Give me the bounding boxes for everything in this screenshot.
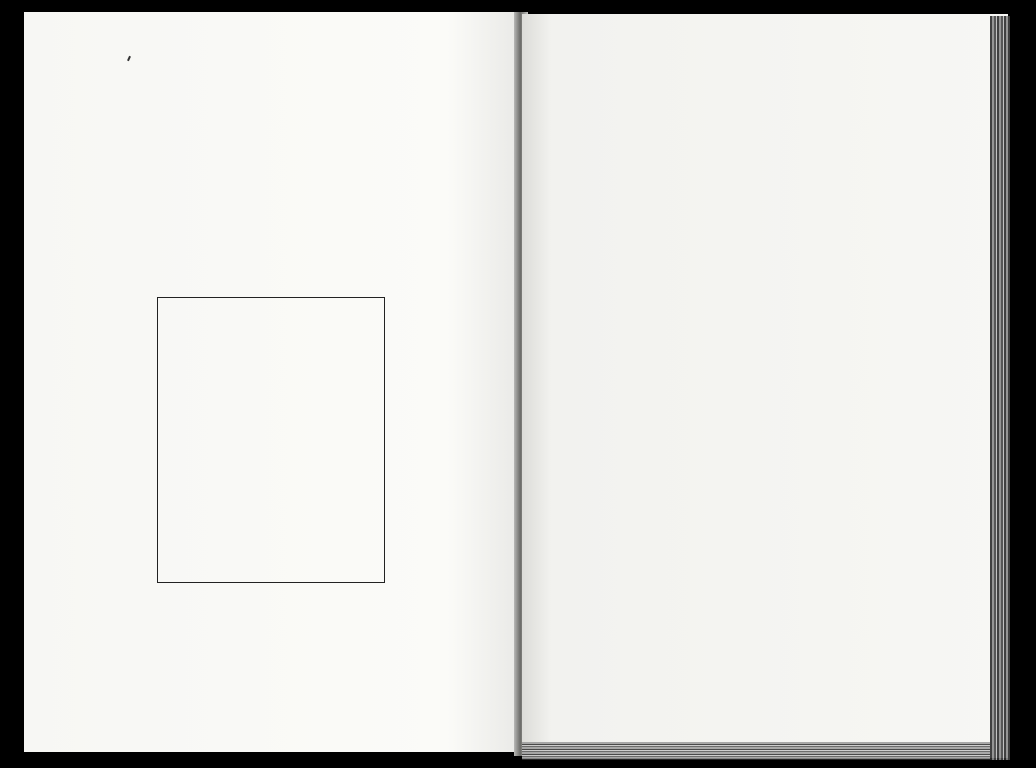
page-stack-edge-right bbox=[990, 16, 1010, 760]
page-stack-edge-bottom bbox=[522, 742, 990, 760]
right-page bbox=[522, 14, 1008, 758]
colophon-box bbox=[157, 297, 385, 583]
vertical-text-block bbox=[540, 98, 954, 648]
left-page bbox=[24, 12, 522, 752]
scan-speck bbox=[127, 56, 131, 61]
